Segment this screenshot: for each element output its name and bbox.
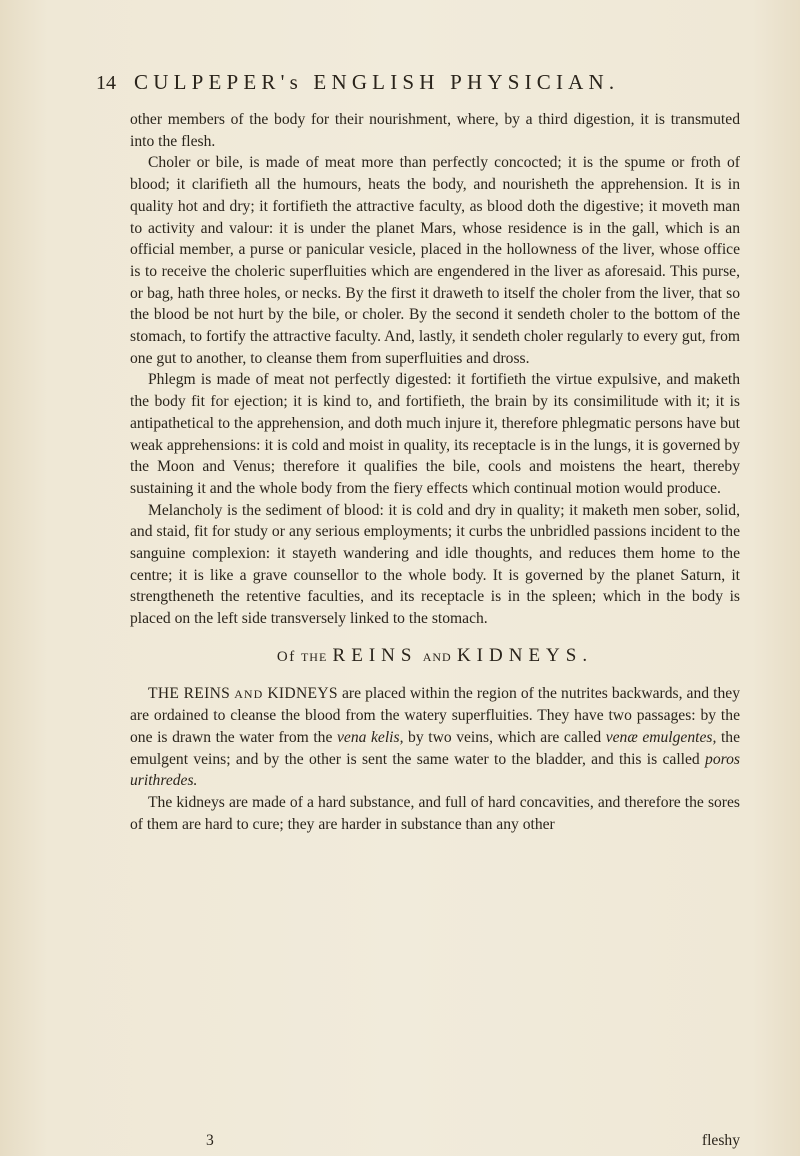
lead-caps: THE REINS — [148, 684, 231, 702]
lead-and: AND — [234, 686, 264, 701]
text-segment-c: the emulgent veins; and by the other is sent the same water to the bladder, and this is called — [130, 728, 741, 768]
lead-kidneys: KIDNEYS — [267, 684, 338, 702]
paragraph-choler: Choler or bile, is made of meat more than perfectly concocted; it is the spume or froth of blood; it clarifieth all the humours, heats the body, and nourisheth the apprehension. It is in quality hot and dry; it fortifieth the attractive faculty, as blood doth the digestive; it moveth man to activity and valour: it is under the planet Mars, whose residence is in the gall, which is an official member, a purse or panicular vesicle, placed in the hollowness of the liver, whose office is to receive the choleric superfluities which are engendered in the liver as aforesaid. This purse, or bag, hath three holes, or necks. By the first it draweth to itself the choler from the liver, that so the blood be not hurt by the bile, or choler. By the second it sendeth choler to the bottom of the stomach, to fortify the attractive faculty. And, lastly, it sendeth choler regularly to every gut, from one gut to another, to cleanse them from superfluities and dross. — [130, 154, 740, 367]
term-vena-kelis: vena kelis, — [336, 728, 404, 746]
body-text — [130, 109, 740, 836]
term-poros-urithredes: poros urithredes. — [130, 750, 740, 790]
term-venae-emulgentes: venæ emulgentes, — [605, 728, 717, 746]
paragraph-kidney-substance: The kidneys are made of a hard substance, and full of hard concavities, and therefore the sores of them are hard to cure; they are harder in substance than any other — [130, 794, 740, 833]
section-heading — [130, 645, 740, 669]
page-number: 14 — [96, 72, 116, 94]
heading-the: THE — [300, 649, 328, 664]
paragraph-melancholy: Melancholy is the sediment of blood: it is cold and dry in quality; it maketh men sober, solid, and staid, fit for study or any serious employments; it curbs the unbridled passions incident to the sanguine complexion: it stayeth wandering and idle thoughts, and reduces them home to the centre; it is like a grave counsellor to the whole body. It is governed by the planet Saturn, it strengtheneth the retentive faculties, and its receptacle is in the spleen; which in the body is placed on the left side transversely linked to the stomach. — [130, 501, 740, 628]
heading-of: Of — [276, 648, 296, 665]
paragraph-phlegm: Phlegm is made of meat not perfectly digested: it fortifieth the virtue expulsive, and maketh the body fit for ejection; it is kind to, and fortifieth, the brain by its consimilitude with it; it is antipathetical to the apprehension, and doth much injure it, therefore phlegmatic persons have but weak apprehensions: it is cold and moist in quality, its receptacle is in the lungs, it is governed by the Moon and Venus; therefore it qualifies the bile, cools and moistens the heart, thereby sustaining it and the whole body from the fiery effects which continual motion would produce. — [130, 371, 740, 497]
page-header — [96, 70, 736, 104]
heading-and: AND — [422, 649, 452, 664]
catchword: fleshy — [701, 1132, 740, 1149]
text-segment-a: are placed within the region of the nutrites backwards, and they are ordained to cleanse the blood from the watery superfluities. They have two passages: by the one is drawn the water from the — [130, 684, 741, 746]
signature-mark: 3 — [206, 1132, 214, 1149]
paragraph-continued: other members of the body for their nourishment, where, by a third digestion, it is transmuted into the flesh. — [130, 111, 740, 150]
running-title: CULPEPER's ENGLISH PHYSICIAN. — [134, 70, 620, 94]
heading-reins: REINS — [332, 644, 418, 666]
heading-kidneys: KIDNEYS. — [456, 644, 594, 666]
paragraph-reins-kidneys — [130, 683, 740, 793]
page-footer — [130, 1132, 740, 1156]
text-segment-b: by two veins, which are called — [403, 728, 606, 746]
